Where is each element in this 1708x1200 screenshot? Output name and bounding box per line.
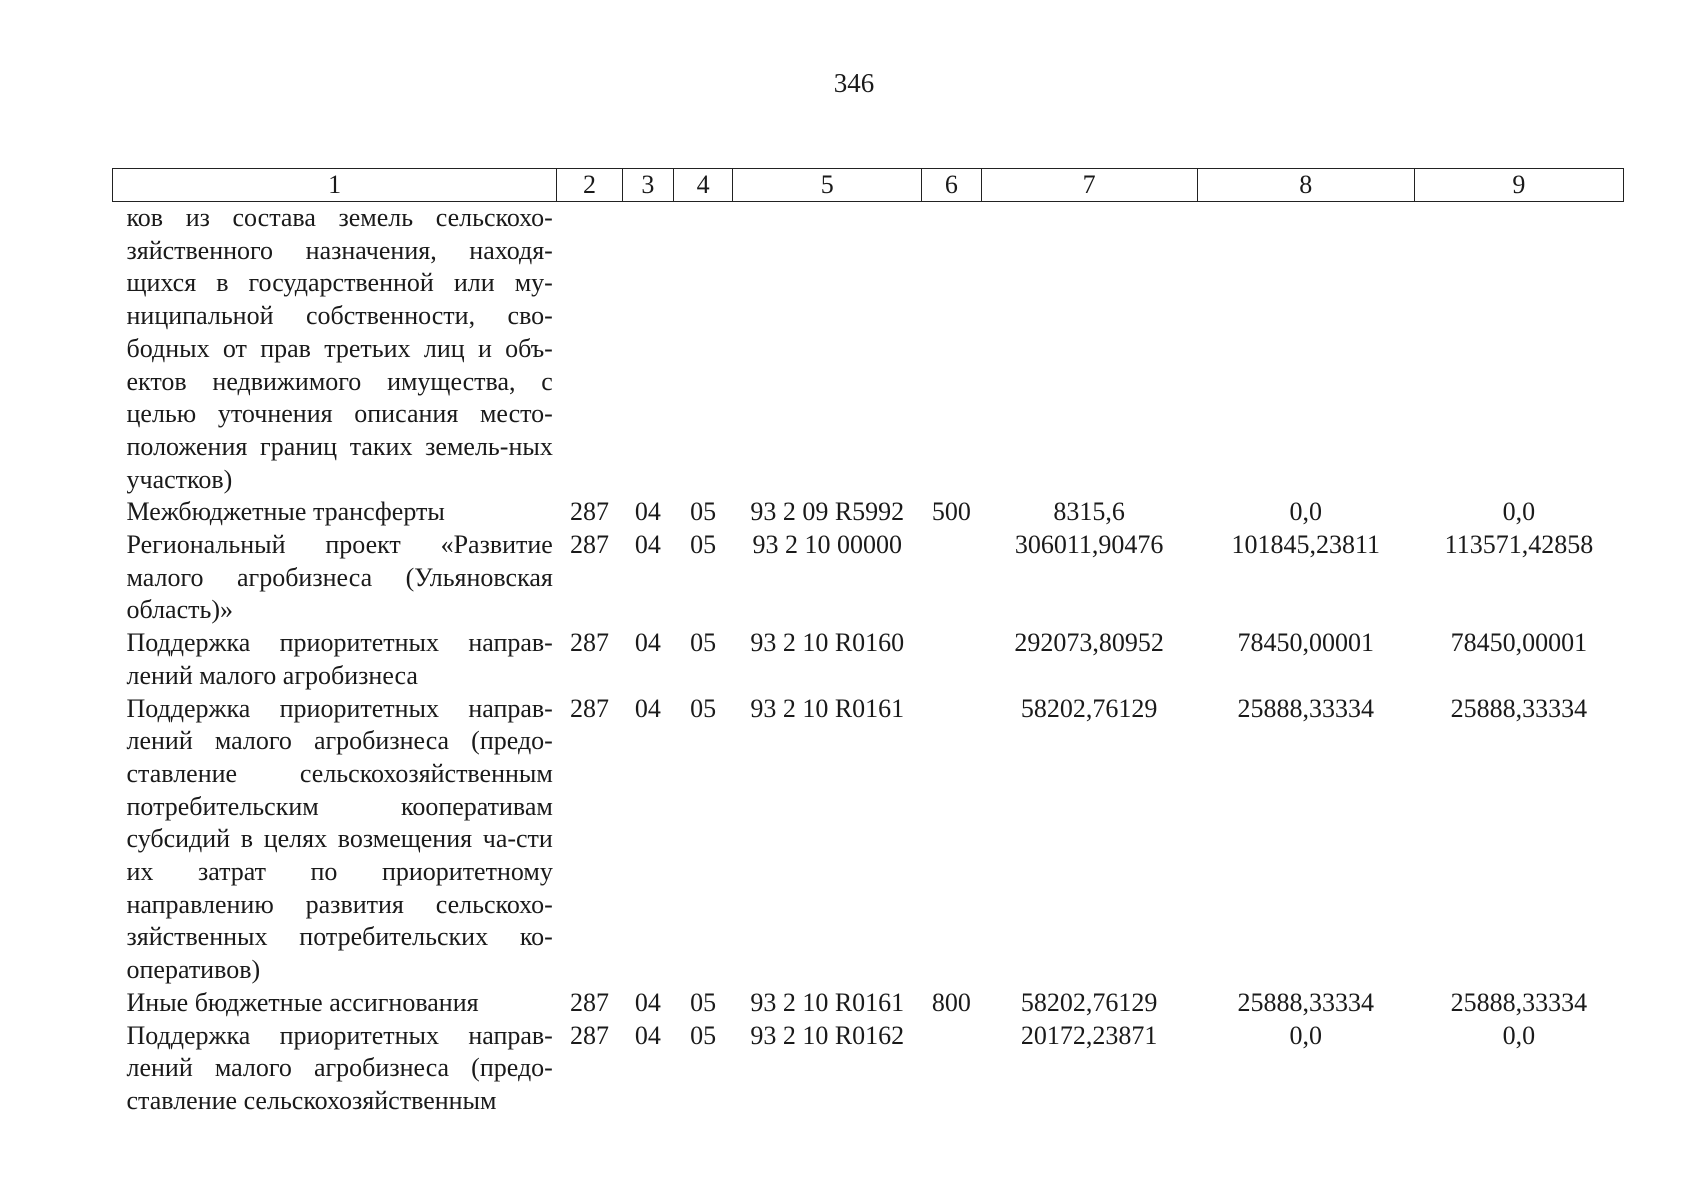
cell-value-9: 113571,42858	[1444, 530, 1594, 560]
cell-code-3: 04	[634, 497, 661, 527]
table-row	[113, 496, 1624, 529]
cell-value-9: 0,0	[1502, 497, 1536, 527]
cell-value-7: 8315,6	[1053, 497, 1125, 527]
table-row	[113, 1020, 1624, 1118]
cell-code-6	[922, 693, 981, 987]
cell-value-9: 25888,33334	[1450, 987, 1588, 1017]
cell-value-9: 25888,33334	[1450, 693, 1588, 723]
table-header	[113, 169, 1624, 202]
header-row	[113, 169, 1624, 202]
cell-value-7: 58202,76129	[1020, 693, 1158, 723]
cell-code-4: 05	[690, 530, 717, 560]
cell-code-5: 93 2 10 R0162	[750, 1020, 905, 1050]
cell-code-6	[922, 529, 981, 627]
column-header: 3	[622, 169, 673, 202]
row-name: Поддержка приоритетных направ-лений малого агробизнеса (предо-ставление сельскохозяйственным	[126, 1020, 553, 1115]
cell-value-7: 20172,23871	[1020, 1020, 1158, 1050]
cell-value-8	[1197, 202, 1414, 497]
cell-value-8: 0,0	[1289, 497, 1323, 527]
column-header: 1	[113, 169, 557, 202]
cell-code-5: 93 2 10 R0161	[750, 987, 905, 1017]
cell-code-3: 04	[634, 987, 661, 1017]
cell-code-2	[557, 202, 622, 497]
column-header: 8	[1197, 169, 1414, 202]
cell-value-8: 25888,33334	[1237, 693, 1375, 723]
table-row	[113, 627, 1624, 692]
cell-code-6: 800	[931, 987, 971, 1017]
column-header: 5	[733, 169, 922, 202]
row-name: ков из состава земель сельскохо-зяйственного назначения, находя-щихся в государственной или му-ниципальной собственности, сво-бодных от прав третьих лиц и объ-ектов недвижимого имущества, с целью уточнения описания место-положения границ таких земель-ных участков)	[126, 203, 553, 494]
cell-code-6	[922, 627, 981, 692]
cell-value-9: 0,0	[1502, 1020, 1536, 1050]
cell-value-8: 25888,33334	[1237, 987, 1375, 1017]
table-body	[113, 202, 1624, 1118]
cell-value-8: 101845,23811	[1231, 530, 1381, 560]
table-row	[113, 202, 1624, 497]
cell-code-5: 93 2 10 R0160	[750, 628, 905, 658]
cell-value-8: 78450,00001	[1237, 628, 1375, 658]
cell-code-3	[622, 202, 673, 497]
cell-code-5: 93 2 10 00000	[752, 530, 903, 560]
budget-table	[112, 168, 1624, 1118]
cell-value-7	[981, 202, 1197, 497]
row-name: Иные бюджетные ассигнования	[126, 987, 479, 1017]
cell-code-6: 500	[931, 497, 971, 527]
cell-code-2: 287	[570, 497, 610, 527]
cell-code-5	[733, 202, 922, 497]
cell-code-2: 287	[570, 987, 610, 1017]
row-name: Региональный проект «Развитие малого агробизнеса (Ульяновская область)»	[126, 530, 553, 625]
cell-code-2: 287	[570, 530, 610, 560]
cell-value-7: 292073,80952	[1014, 628, 1164, 658]
cell-code-4: 05	[690, 497, 717, 527]
page-number: 346	[833, 68, 875, 98]
cell-code-5: 93 2 09 R5992	[750, 497, 905, 527]
cell-code-2: 287	[570, 1020, 610, 1050]
row-name: Межбюджетные трансферты	[126, 497, 445, 527]
column-header: 4	[673, 169, 732, 202]
row-name: Поддержка приоритетных направ-лений малого агробизнеса (предо-ставление сельскохозяйственным потребительским кооперативам субсидий в целях возмещения ча-сти их затрат по приоритетному направлению развития сельскохо-зяйственных потребительских ко-оперативов)	[126, 693, 553, 985]
cell-code-3: 04	[634, 693, 661, 723]
cell-value-7: 306011,90476	[1014, 530, 1164, 560]
column-header: 9	[1414, 169, 1623, 202]
cell-code-2: 287	[570, 628, 610, 658]
cell-code-5: 93 2 10 R0161	[750, 693, 905, 723]
cell-code-4: 05	[690, 1020, 717, 1050]
cell-value-9	[1414, 202, 1623, 497]
column-header: 2	[557, 169, 622, 202]
cell-code-4	[673, 202, 732, 497]
cell-code-3: 04	[634, 628, 661, 658]
cell-code-6	[922, 1020, 981, 1118]
cell-code-3: 04	[634, 1020, 661, 1050]
cell-code-2: 287	[570, 693, 610, 723]
column-header: 7	[981, 169, 1197, 202]
column-header: 6	[922, 169, 981, 202]
cell-code-4: 05	[690, 987, 717, 1017]
cell-value-9: 78450,00001	[1450, 628, 1588, 658]
table-row	[113, 529, 1624, 627]
cell-value-7: 58202,76129	[1020, 987, 1158, 1017]
cell-code-6	[922, 202, 981, 497]
cell-value-8: 0,0	[1289, 1020, 1323, 1050]
table-row	[113, 987, 1624, 1020]
cell-code-4: 05	[690, 693, 717, 723]
cell-code-4: 05	[690, 628, 717, 658]
row-name: Поддержка приоритетных направ-лений малого агробизнеса	[126, 628, 553, 690]
table-row	[113, 693, 1624, 987]
cell-code-3: 04	[634, 530, 661, 560]
